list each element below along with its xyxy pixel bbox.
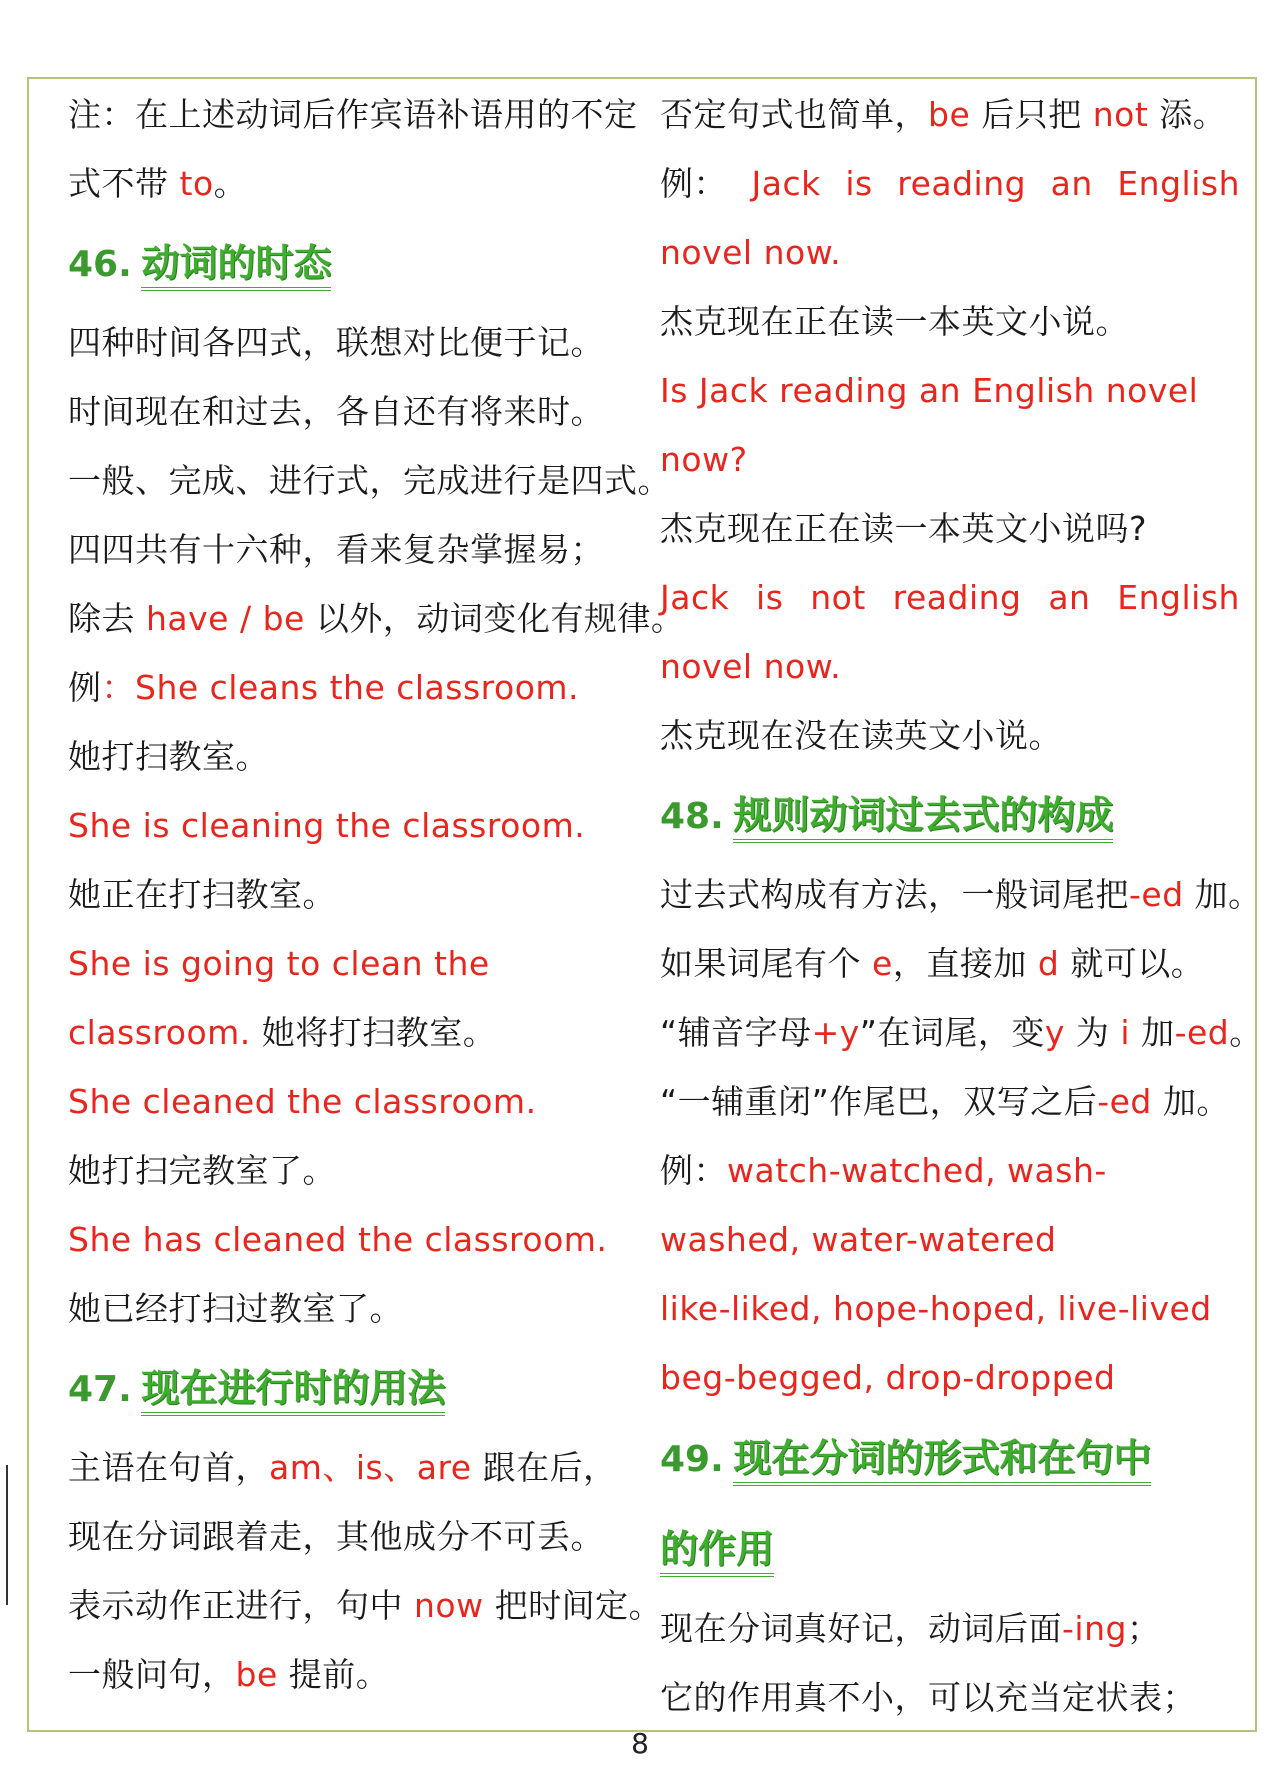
example-3-part-1: She is going to clean the — [68, 944, 490, 983]
participle-rule-1: 现在分词真好记，动词后面-ing； — [660, 1609, 1161, 1648]
heading-48-title: 规则动词过去式的构成 — [733, 793, 1113, 843]
rule-line-3: 表示动作正进行，句中 now 把时间定。 — [68, 1586, 663, 1625]
heading-48-number: 48. — [660, 796, 724, 837]
heading-46-title: 动词的时态 — [141, 241, 331, 291]
example-jack-1-translation: 杰克现在正在读一本英文小说。 — [660, 302, 1129, 341]
heading-46 — [68, 218, 648, 308]
heading-46-number: 46. — [68, 244, 132, 285]
example-jack-2-end: now? — [660, 440, 748, 479]
example-jack-2-translation: 杰克现在正在读一本英文小说吗? — [660, 509, 1148, 548]
past-example-3: like-liked, hope-hoped, live-lived — [660, 1289, 1212, 1328]
example-3-part-2: classroom. 她将打扫教室。 — [68, 1013, 497, 1052]
past-rule-4: “一辅重闭”作尾巴，双写之后-ed 加。 — [660, 1082, 1230, 1121]
participle-rule-2: 它的作用真不小，可以充当定状表； — [660, 1678, 1196, 1717]
example-jack-3: Jack is not reading an English — [660, 578, 1240, 617]
heading-49-number: 49. — [660, 1439, 724, 1480]
heading-49-continued — [660, 1504, 1240, 1594]
rhyme-line-2: 时间现在和过去，各自还有将来时。 — [68, 392, 604, 431]
heading-49 — [660, 1412, 1240, 1504]
right-column — [660, 80, 1263, 1732]
heading-48 — [660, 770, 1240, 860]
example-jack-3-end: novel now. — [660, 647, 842, 686]
example-jack-1-end: novel now. — [660, 233, 842, 272]
past-rule-1: 过去式构成有方法，一般词尾把-ed 加。 — [660, 875, 1262, 914]
past-rule-2: 如果词尾有个 e，直接加 d 就可以。 — [660, 944, 1205, 983]
past-rule-3: “辅音字母+y”在词尾，变y 为 i 加-ed。 — [660, 1013, 1263, 1052]
rule-line-2: 现在分词跟着走，其他成分不可丢。 — [68, 1517, 604, 1556]
page-number: 8 — [631, 1727, 649, 1760]
heading-47-title: 现在进行时的用法 — [141, 1366, 445, 1416]
example-5: She has cleaned the classroom. — [68, 1220, 608, 1259]
example-jack-2: Is Jack reading an English novel — [660, 371, 1199, 410]
example-jack-3-translation: 杰克现在没在读英文小说。 — [660, 716, 1062, 755]
example-2: She is cleaning the classroom. — [68, 806, 586, 845]
heading-49-title-line-2: 的作用 — [660, 1527, 774, 1577]
heading-47-number: 47. — [68, 1369, 132, 1410]
rhyme-line-5: 除去 have / be 以外，动词变化有规律。 — [68, 599, 685, 638]
example-4-translation: 她打扫完教室了。 — [68, 1151, 336, 1190]
example-1-translation: 她打扫教室。 — [68, 737, 269, 776]
negative-rule: 否定句式也简单，be 后只把 not 添。 — [660, 95, 1227, 134]
example-2-translation: 她正在打扫教室。 — [68, 875, 336, 914]
example-5-translation: 她已经打扫过教室了。 — [68, 1289, 403, 1328]
example-4: She cleaned the classroom. — [68, 1082, 537, 1121]
note-line-2: 式不带 to。 — [68, 164, 248, 203]
heading-47 — [68, 1343, 648, 1433]
rhyme-line-4: 四四共有十六种，看来复杂掌握易； — [68, 530, 604, 569]
rhyme-line-3: 一般、完成、进行式，完成进行是四式。 — [68, 461, 671, 500]
rule-line-4: 一般问句，be 提前。 — [68, 1655, 390, 1694]
example-1: 例：She cleans the classroom. — [68, 668, 580, 707]
past-example-2: washed, water-watered — [660, 1220, 1057, 1259]
margin-mark — [6, 1465, 8, 1605]
heading-49-title-line-1: 现在分词的形式和在句中 — [733, 1436, 1151, 1486]
left-column — [68, 80, 685, 1709]
example-jack-1: 例： Jack is reading an English — [660, 164, 1240, 203]
note-line-1: 注：在上述动词后作宾语补语用的不定 — [68, 95, 638, 134]
past-example-1: 例：watch-watched, wash- — [660, 1151, 1107, 1190]
rhyme-line-1: 四种时间各四式，联想对比便于记。 — [68, 323, 604, 362]
rule-line-1: 主语在句首，am、is、are 跟在后， — [68, 1448, 617, 1487]
past-example-4: beg-begged, drop-dropped — [660, 1358, 1116, 1397]
